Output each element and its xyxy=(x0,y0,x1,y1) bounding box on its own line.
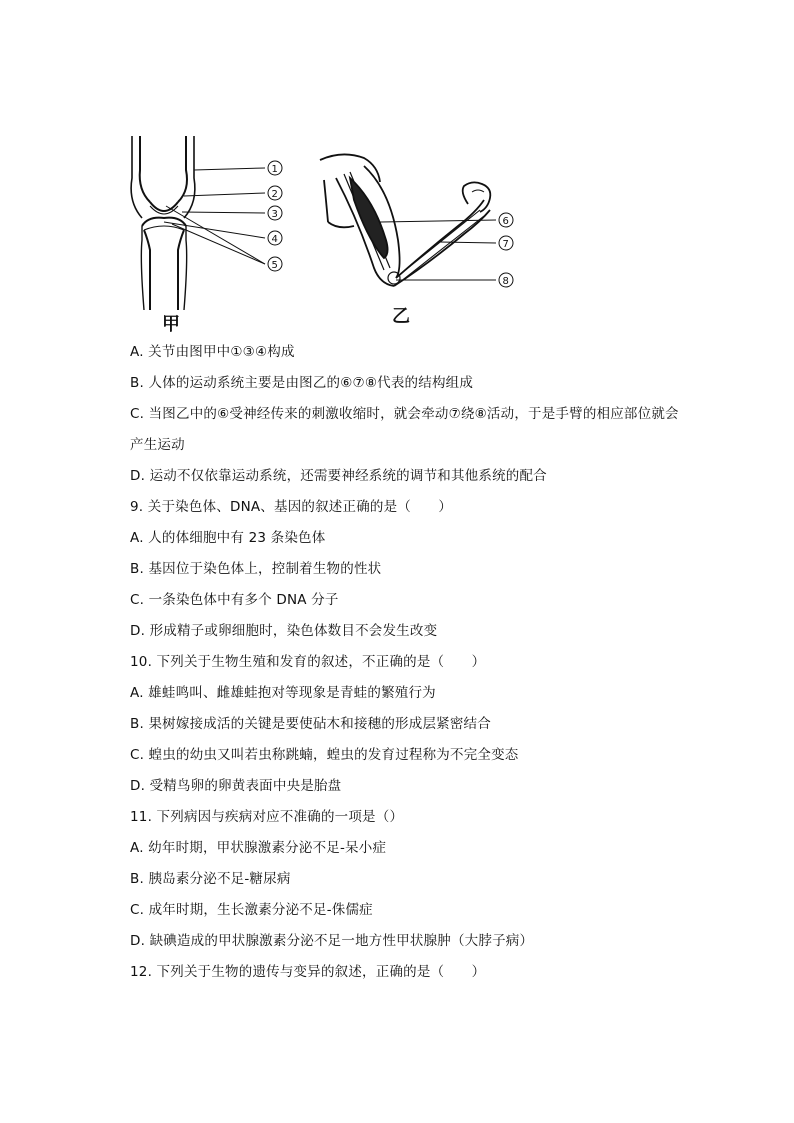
question-12: 12. 下列关于生物的遗传与变异的叙述，正确的是（ ） xyxy=(130,964,486,980)
svg-text:5: 5 xyxy=(271,260,278,271)
arm-labels xyxy=(499,213,513,287)
figure-joint-arm xyxy=(128,130,528,335)
option-10d: D. 受精鸟卵的卵黄表面中央是胎盘 xyxy=(130,778,342,794)
joint-diagram xyxy=(131,136,265,310)
option-10c: C. 蝗虫的幼虫又叫若虫称跳蝻，蝗虫的发育过程称为不完全变态 xyxy=(130,747,519,763)
option-9b: B. 基因位于染色体上，控制着生物的性状 xyxy=(130,561,382,577)
caption-right: 乙 xyxy=(392,306,410,327)
arm-diagram xyxy=(320,154,496,286)
caption-left: 甲 xyxy=(162,314,180,335)
option-11d: D. 缺碘造成的甲状腺激素分泌不足一地方性甲状腺肿（大脖子病） xyxy=(130,933,534,949)
question-10: 10. 下列关于生物生殖和发育的叙述，不正确的是（ ） xyxy=(130,654,486,670)
svg-text:4: 4 xyxy=(271,234,278,245)
svg-text:6: 6 xyxy=(502,216,509,227)
option-11c: C. 成年时期，生长激素分泌不足-侏儒症 xyxy=(130,902,373,918)
question-9: 9. 关于染色体、DNA、基因的叙述正确的是（ ） xyxy=(130,499,453,515)
option-8c: C. 当图乙中的⑥受神经传来的刺激收缩时，就会牵动⑦绕⑧活动，于是手臂的相应部位就会 xyxy=(130,406,679,422)
option-10b: B. 果树嫁接成活的关键是要使砧木和接穗的形成层紧密结合 xyxy=(130,716,491,732)
joint-labels xyxy=(268,161,282,271)
option-8d: D. 运动不仅依靠运动系统，还需要神经系统的调节和其他系统的配合 xyxy=(130,468,547,484)
option-8b: B. 人体的运动系统主要是由图乙的⑥⑦⑧代表的结构组成 xyxy=(130,375,474,391)
option-9c: C. 一条染色体中有多个 DNA 分子 xyxy=(130,592,339,608)
question-11: 11. 下列病因与疾病对应不准确的一项是（） xyxy=(130,809,404,825)
svg-text:7: 7 xyxy=(502,239,509,250)
option-11a: A. 幼年时期，甲状腺激素分泌不足-呆小症 xyxy=(130,840,387,856)
svg-text:3: 3 xyxy=(271,209,278,220)
option-11b: B. 胰岛素分泌不足-糖尿病 xyxy=(130,871,291,887)
option-9d: D. 形成精子或卵细胞时，染色体数目不会发生改变 xyxy=(130,623,438,639)
svg-text:2: 2 xyxy=(271,189,278,200)
option-10a: A. 雄蛙鸣叫、雌雄蛙抱对等现象是青蛙的繁殖行为 xyxy=(130,685,436,701)
option-8a: A. 关节由图甲中①③④构成 xyxy=(130,344,295,360)
svg-text:1: 1 xyxy=(271,164,278,175)
option-8c-cont: 产生运动 xyxy=(130,437,185,453)
figure-drawing xyxy=(128,130,528,330)
svg-text:8: 8 xyxy=(502,276,509,287)
option-9a: A. 人的体细胞中有 23 条染色体 xyxy=(130,530,326,546)
